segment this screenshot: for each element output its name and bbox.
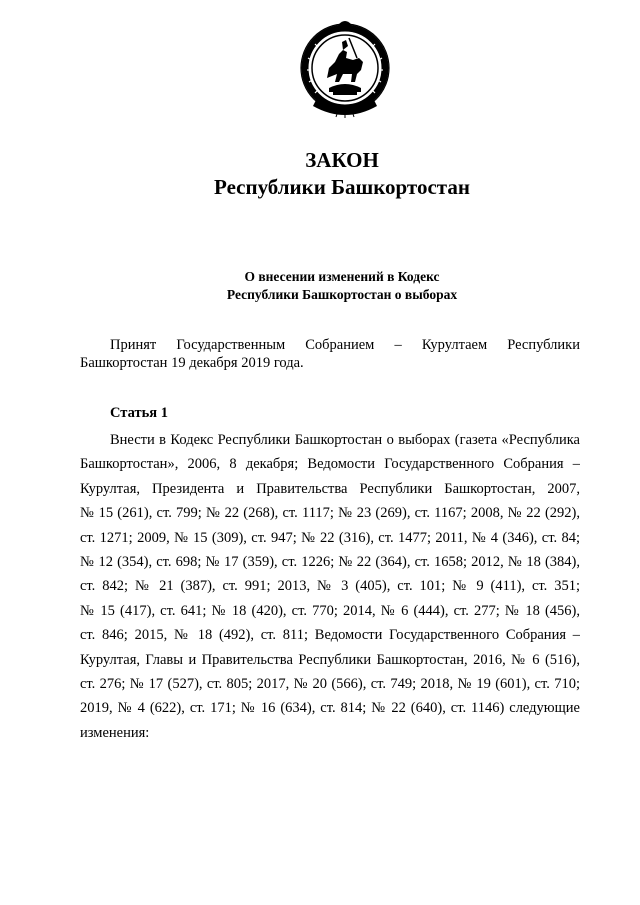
law-title-line1: ЗАКОН [305,148,379,172]
adoption-statement: Принят Государственным Собранием – Курултаем Республики Башкортостан 19 декабря 2019 года. [80,337,580,371]
article-line: ст. 276; № 17 (527), ст. 805; 2017, № 20 (566), ст. 749; 2018, № 19 (601), ст. 710; [80,676,580,693]
article-line: № 12 (354), ст. 698; № 17 (359), ст. 1226; № 22 (364), ст. 1658; 2012, № 18 (384), [80,554,580,571]
article-line: № 15 (417), ст. 641; № 18 (420), ст. 770; 2014, № 6 (444), ст. 277; № 18 (456), [80,602,580,619]
law-subtitle-line1: О внесении изменений в Кодекс [244,269,440,284]
article-heading: Статья 1 [110,405,168,421]
article-body [80,428,580,745]
article-line: № 15 (261), ст. 799; № 22 (268), ст. 1117; № 23 (269), ст. 1167; 2008, № 22 (292), [80,505,580,522]
law-title-line2: Республики Башкортостан [214,175,470,199]
bashkortostan-coat-of-arms-icon [299,18,391,122]
article-line: изменения: [80,724,150,741]
law-subtitle [0,268,640,304]
article-line: Башкортостан», 2006, 8 декабря; Ведомости Государственного Собрания – [80,456,580,473]
article-line: Внести в Кодекс Республики Башкортостан о выборах (газета «Республика [110,432,580,448]
law-title [0,147,640,201]
article-line: Курултая, Президента и Правительства Республики Башкортостан, 2007, [80,480,580,497]
article-line: ст. 842; № 21 (387), ст. 991; 2013, № 3 (405), ст. 101; № 9 (411), ст. 351; [80,578,580,595]
law-subtitle-line2: Республики Башкортостан о выборах [226,287,458,302]
article-line: Курултая, Главы и Правительства Республики Башкортостан, 2016, № 6 (516), [80,651,580,668]
article-line: ст. 1271; 2009, № 15 (309), ст. 947; № 22 (316), ст. 1477; 2011, № 4 (346), ст. 84; [80,529,580,546]
article-line: 2019, № 4 (622), ст. 171; № 16 (634), ст. 814; № 22 (640), ст. 1146) следующие [80,700,580,717]
article-line: ст. 846; 2015, № 18 (492), ст. 811; Ведомости Государственного Собрания – [80,627,580,644]
